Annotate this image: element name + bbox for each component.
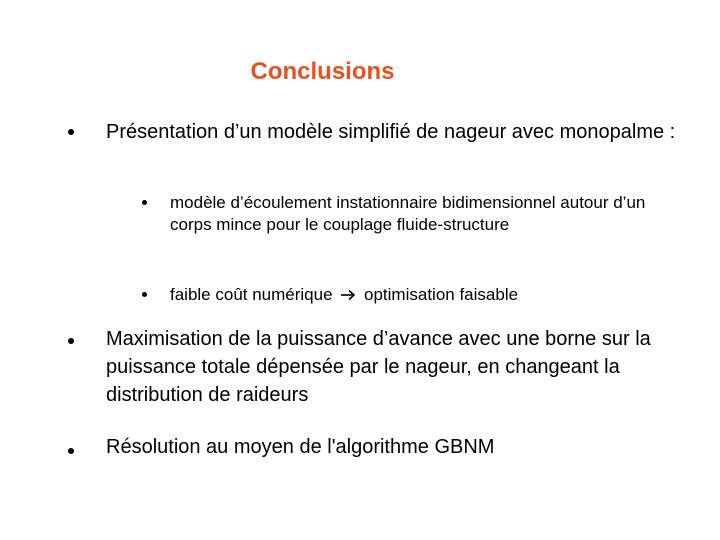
bullet-dot (142, 292, 147, 297)
list-item (106, 433, 676, 461)
sub-list-item-before: faible coût numérique (170, 285, 333, 304)
bullet-dot (142, 200, 147, 205)
bullet-dot (68, 338, 74, 344)
list-item (106, 118, 676, 146)
list-item-text: Maximisation de la puissance d’avance avec une borne sur la puissance totale dépensée par le nageur, en changeant la distribution de raideurs (106, 328, 651, 406)
sub-list-item-after: optimisation faisable (364, 285, 519, 304)
sub-list-item-text: modèle d’écoulement instationnaire bidimensionnel autour d’un corps mince pour le couplage fluide-structure (170, 193, 646, 234)
sub-list-item (170, 284, 675, 306)
slide-title: Conclusions (250, 58, 395, 85)
right-arrow-icon (340, 289, 356, 301)
list-item-text: Résolution au moyen de l'algorithme GBNM (106, 436, 495, 458)
list-item-text: Présentation d’un modèle simplifié de nageur avec monopalme : (106, 121, 676, 143)
bullet-dot (68, 448, 74, 454)
sub-list-item (170, 192, 675, 236)
bullet-dot (68, 129, 74, 135)
list-item (106, 325, 696, 409)
